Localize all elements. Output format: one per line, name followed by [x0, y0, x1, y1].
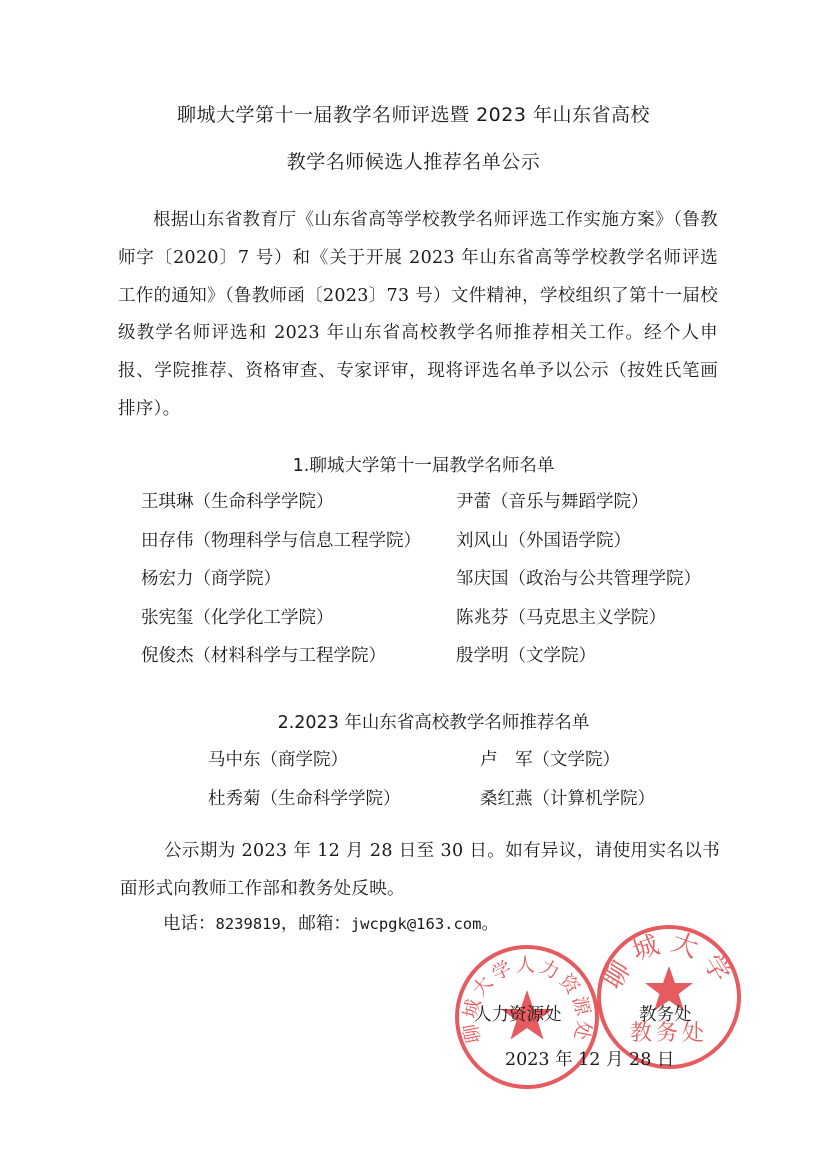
- signer-hr-department: 人力资源处: [474, 1005, 562, 1025]
- contact-line: [163, 910, 499, 935]
- section2-right-list: [480, 741, 655, 818]
- section1-left-list: [141, 483, 421, 676]
- list-item: 卢 军（文学院）: [480, 750, 620, 770]
- contact-label: 电话：: [163, 914, 216, 934]
- list-item: 桑红燕（计算机学院）: [480, 788, 655, 809]
- list-item: 王琪琳（生命科学学院）: [141, 492, 334, 512]
- list-item: 陈兆芬（马克思主义学院）: [456, 607, 666, 628]
- hr-seal-arc-text: 聊城大学人力资源处: [459, 954, 595, 1045]
- intro-paragraph: 根据山东省教育厅《山东省高等学校教学名师评选工作实施方案》（鲁教师字〔2020〕7 号）和《关于开展 2023 年山东省高等学校教学名师评选工作的通知》（鲁教师函〔2023〕73 号）文件精神，学校组织了第十一届校级教学名师评选和 2023 年山东省高校教学名师推荐相关工作。经个人申报、学院推荐、资格审查、专家评审，现将评选名单予以公示（按姓氏笔画排序）。: [118, 210, 718, 419]
- document-title-line2: 教学名师候选人推荐名单公示: [286, 151, 541, 173]
- contact-phone: 8239819: [215, 915, 281, 933]
- section1-right-list: [456, 483, 701, 676]
- academic-seal-bottom-text: 教务处: [629, 1021, 709, 1046]
- academic-seal-arc-text: 聊城大学: [597, 927, 741, 995]
- list-item: 杜秀菊（生命科学学院）: [208, 788, 401, 809]
- signer-academic-affairs: 教务处: [639, 1005, 692, 1025]
- contact-end: 。: [481, 914, 499, 934]
- list-item: 张宪玺（化学化工学院）: [141, 607, 334, 628]
- list-item: 田存伟（物理科学与信息工程学院）: [141, 530, 421, 551]
- list-item: 刘风山（外国语学院）: [456, 530, 631, 551]
- document-title-line1: 聊城大学第十一届教学名师评选暨 2023 年山东省高校: [177, 104, 650, 126]
- list-item: 邹庆国（政治与公共管理学院）: [456, 569, 701, 589]
- section1-heading: 1.聊城大学第十一届教学名师名单: [292, 456, 555, 476]
- list-item: 杨宏力（商学院）: [141, 569, 281, 589]
- contact-email: jwcpgk@163.com: [350, 915, 482, 933]
- section2-heading: 2.2023 年山东省高校教学名师推荐名单: [277, 713, 590, 733]
- section2-left-list: [208, 741, 401, 818]
- list-item: 马中东（商学院）: [208, 750, 348, 770]
- list-item: 尹蕾（音乐与舞蹈学院）: [456, 492, 649, 512]
- list-item: 倪俊杰（材料科学与工程学院）: [141, 646, 386, 666]
- publicity-notice: 公示期为 2023 年 12 月 28 日至 30 日。如有异议，请使用实名以书面形式向教师工作部和教务处反映。: [120, 841, 720, 899]
- contact-separator: ，邮箱：: [280, 914, 351, 934]
- list-item: 殷学明（文学院）: [456, 646, 596, 666]
- signature-date: 2023 年 12 月 28 日: [505, 1050, 675, 1070]
